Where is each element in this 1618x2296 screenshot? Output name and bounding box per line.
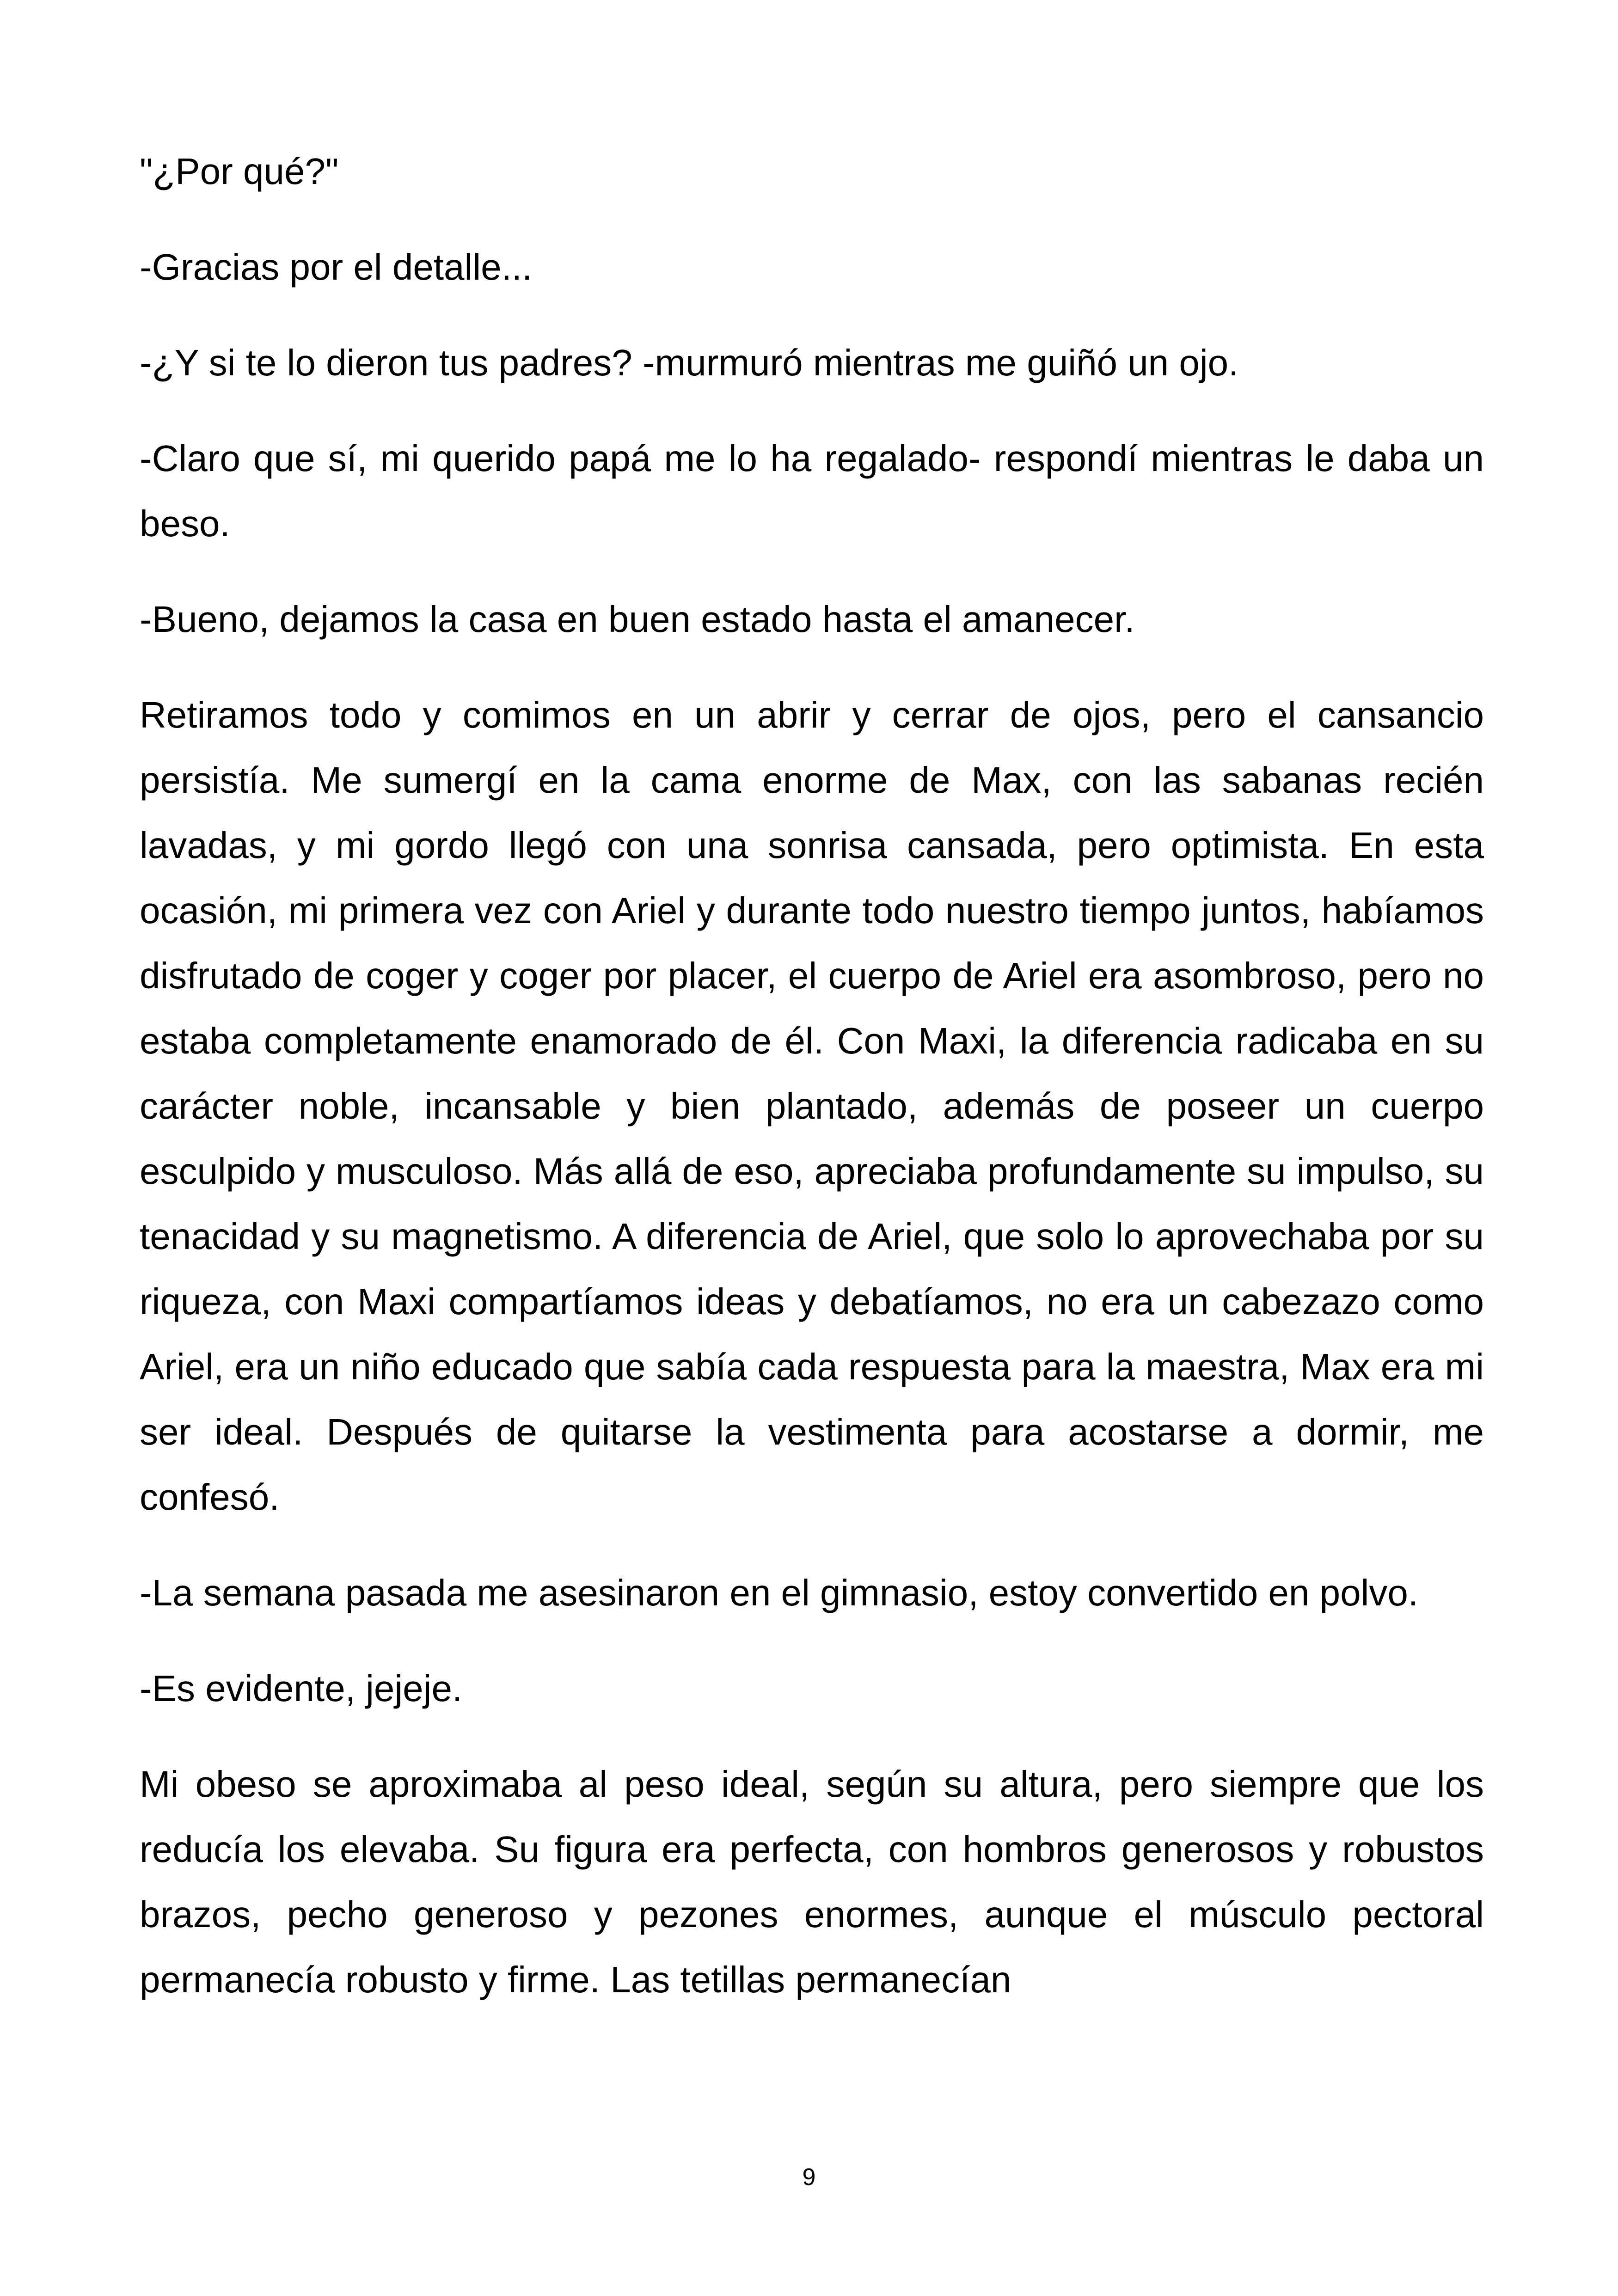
paragraph-7: -La semana pasada me asesinaron en el gimnasio, estoy convertido en polvo. bbox=[140, 1572, 1419, 1613]
paragraph-3: -¿Y si te lo dieron tus padres? -murmuró mientras me guiñó un ojo. bbox=[140, 342, 1239, 383]
paragraph-2: -Gracias por el detalle... bbox=[140, 246, 533, 288]
body-text bbox=[140, 139, 1484, 2043]
page-number: 9 bbox=[802, 2164, 816, 2191]
paragraph-1: "¿Por qué?" bbox=[140, 151, 339, 192]
paragraph-5: -Bueno, dejamos la casa en buen estado hasta el amanecer. bbox=[140, 599, 1135, 640]
paragraph-9: Mi obeso se aproximaba al peso ideal, según su altura, pero siempre que los reducía los elevaba. Su figura era perfecta, con hombros generosos y robustos brazos, pecho generoso y pezones enormes, aunque el músculo pectoral permanecía robusto y firme. Las tetillas permanecían bbox=[140, 1763, 1484, 2000]
paragraph-8: -Es evidente, jejeje. bbox=[140, 1668, 463, 1709]
paragraph-4: -Claro que sí, mi querido papá me lo ha regalado- respondí mientras le daba un beso. bbox=[140, 438, 1484, 544]
paragraph-6: Retiramos todo y comimos en un abrir y cerrar de ojos, pero el cansancio persistía. Me sumergí en la cama enorme de Max, con las sabanas recién lavadas, y mi gordo llegó con una sonrisa cansada, pero optimista. En esta ocasión, mi primera vez con Ariel y durante todo nuestro tiempo juntos, habíamos disfrutado de coger y coger por placer, el cuerpo de Ariel era asombroso, pero no estaba completamente enamorado de él. Con Maxi, la diferencia radicaba en su carácter noble, incansable y bien plantado, además de poseer un cuerpo esculpido y musculoso. Más allá de eso, apreciaba profundamente su impulso, su tenacidad y su magnetismo. A diferencia de Ariel, que solo lo aprovechaba por su riqueza, con Maxi compartíamos ideas y debatíamos, no era un cabezazo como Ariel, era un niño educado que sabía cada respuesta para la maestra, Max era mi ser ideal. Después de quitarse la vestimenta para acostarse a dormir, me confesó. bbox=[140, 694, 1484, 1518]
